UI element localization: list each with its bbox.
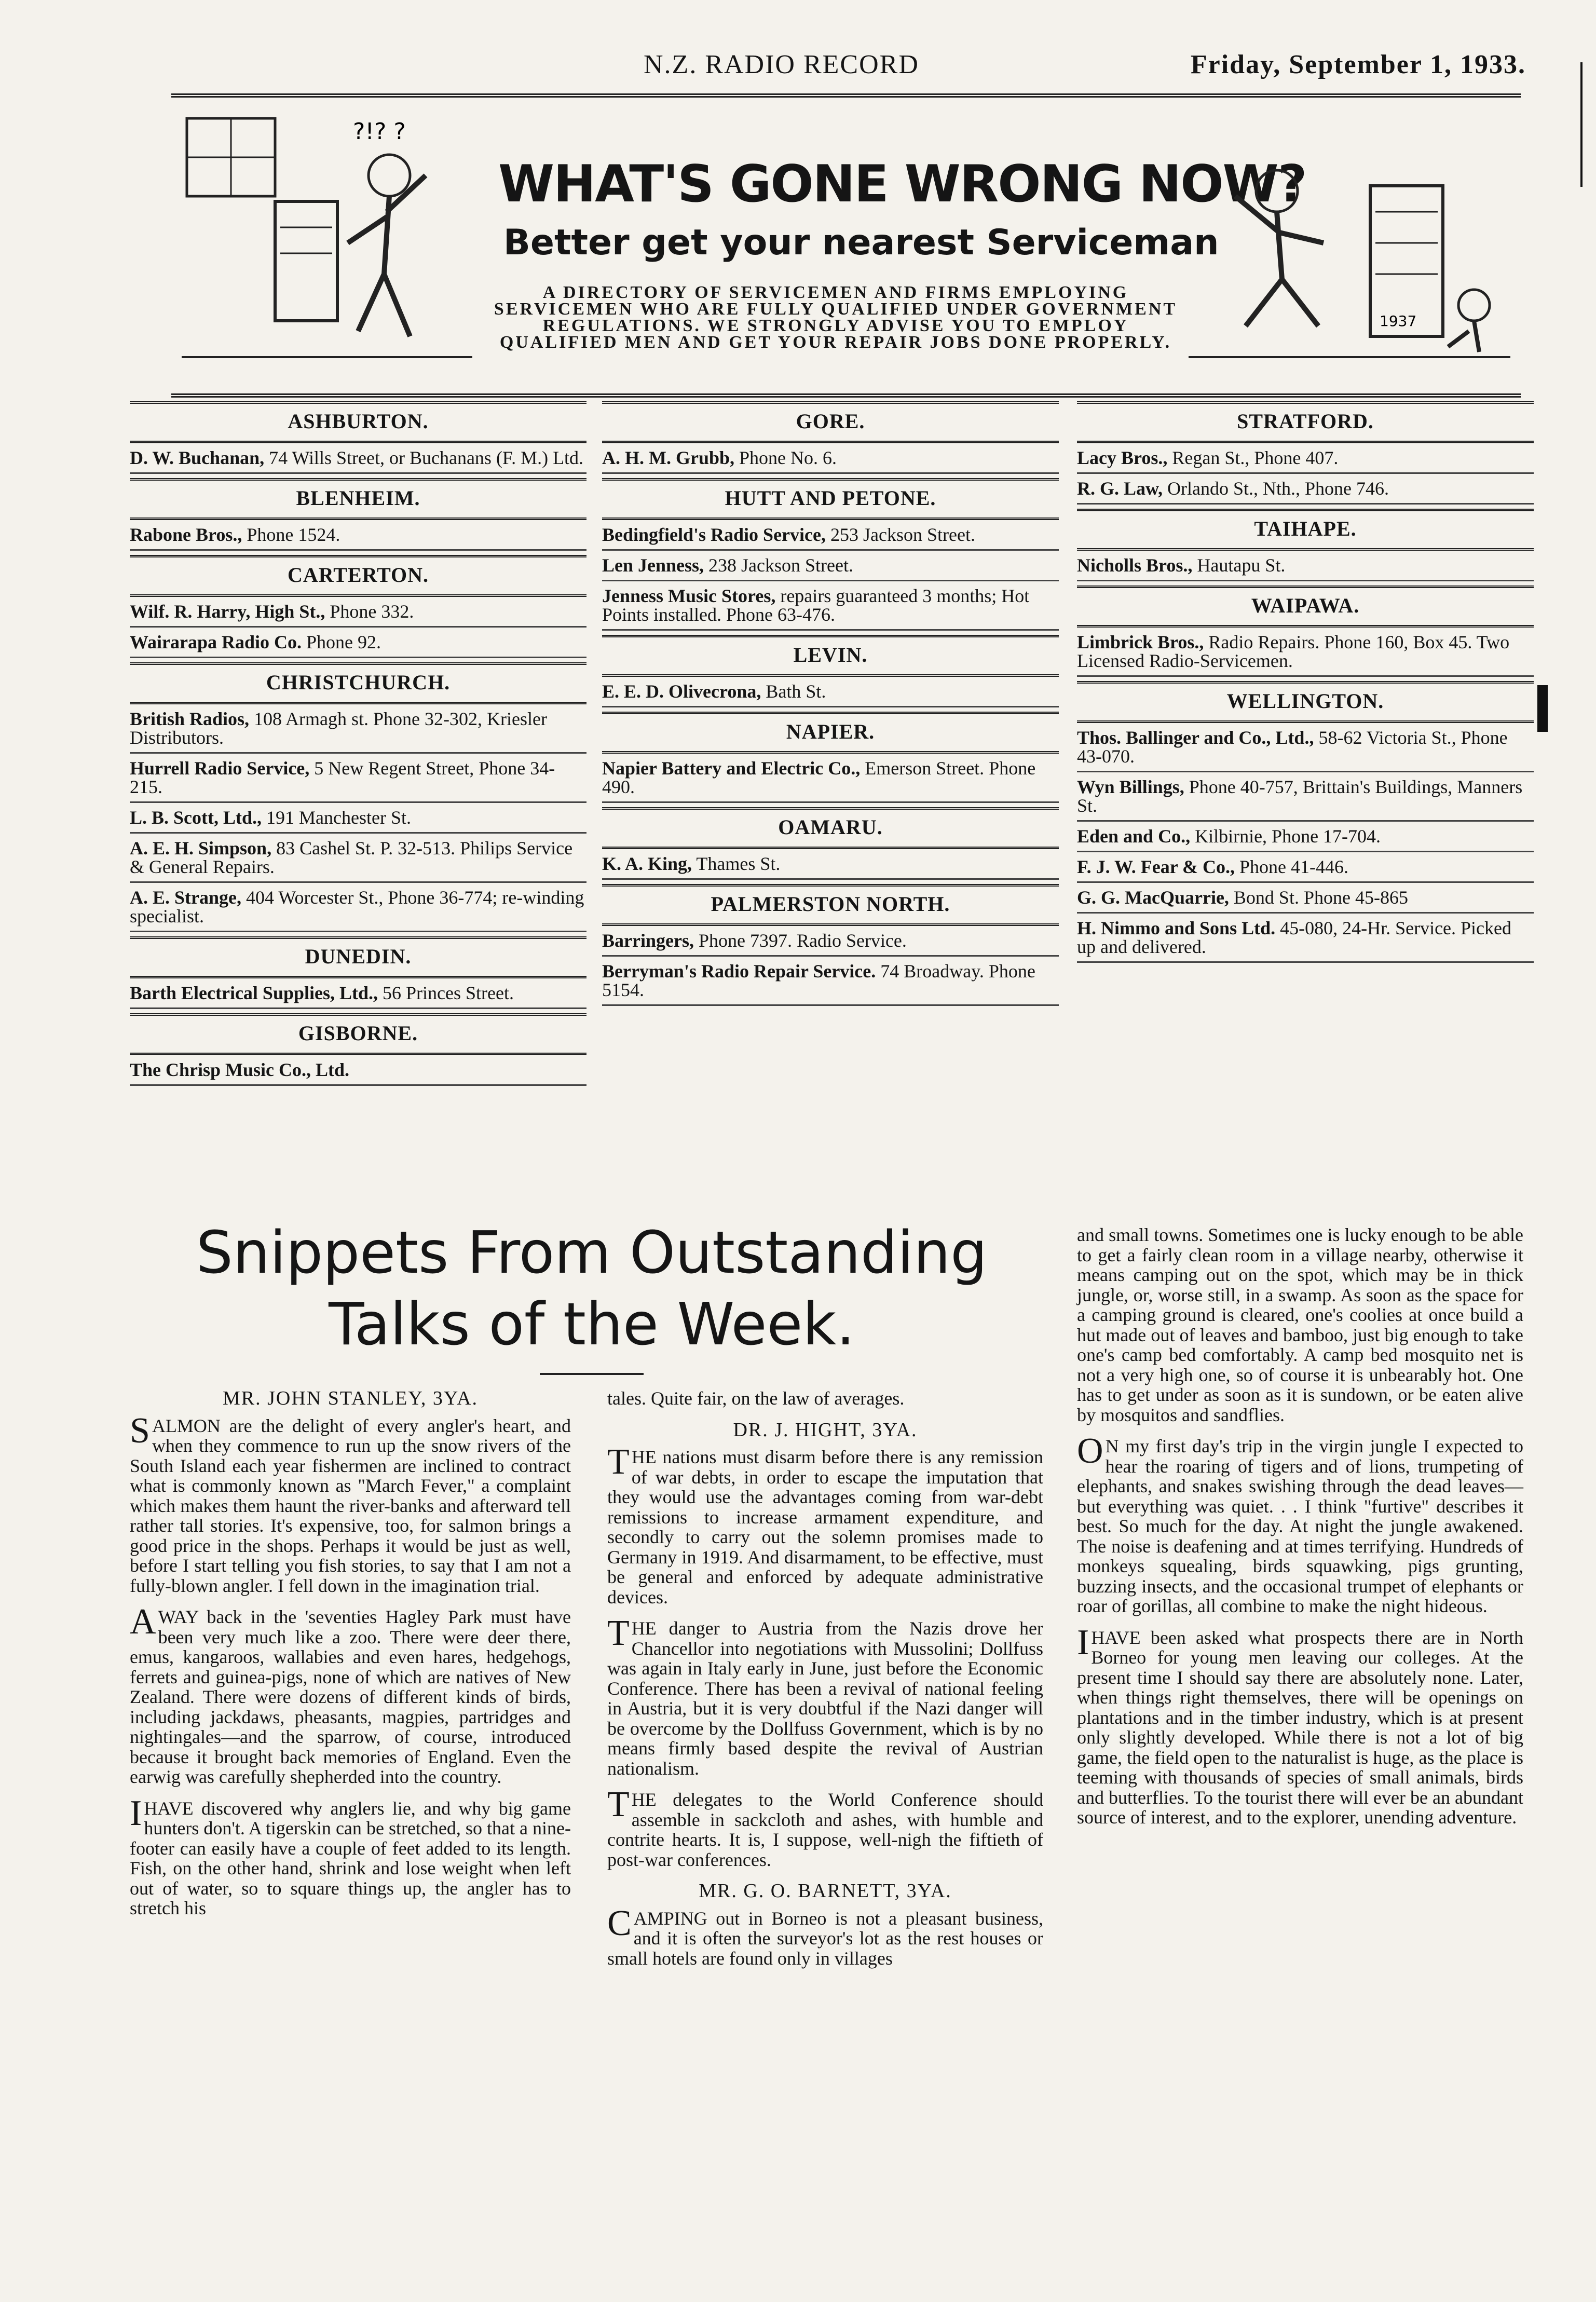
directory-entry — [130, 803, 586, 834]
directory-entry-detail: Phone 332. — [330, 601, 414, 622]
directory-entry-name: Wilf. R. Harry, High St., — [130, 601, 325, 622]
directory-entry-detail: 58-62 Victoria St., Phone 43-070. — [1077, 727, 1508, 767]
directory-entry — [130, 628, 586, 658]
drop-cap: T — [607, 1442, 630, 1482]
directory-entry-name: D. W. Buchanan, — [130, 447, 265, 468]
directory-city-heading: GISBORNE. — [130, 1013, 586, 1055]
directory-entry — [602, 443, 1059, 474]
directory-entry-detail: Emerson Street. Phone 490. — [602, 758, 1036, 797]
paragraph: THE delegates to the World Conference should assemble in sackcloth and ashes, with humble and contrite hearts. It is, I suppose, well-nigh the fiftieth of post-war conferences. — [607, 1785, 1043, 1870]
cartoon-left-illustration — [182, 108, 472, 367]
directory-entry-name: Rabone Bros., — [130, 524, 242, 545]
directory-entry — [602, 581, 1059, 631]
directory-entry-name: A. E. H. Simpson, — [130, 838, 272, 859]
directory-entry — [602, 754, 1059, 803]
directory-entry-detail: Orlando St., Nth., Phone 746. — [1167, 478, 1389, 499]
directory-city-heading: BLENHEIM. — [130, 478, 586, 520]
directory-city-heading: WELLINGTON. — [1077, 681, 1534, 723]
directory-city-heading: PALMERSTON NORTH. — [602, 884, 1059, 926]
title-divider — [540, 1373, 644, 1375]
directory-entry — [130, 520, 586, 551]
directory-entry-name: E. E. D. Olivecrona, — [602, 681, 761, 702]
directory-entry-detail: 45-080, 24-Hr. Service. Picked up and delivered. — [1077, 918, 1512, 957]
directory-city-heading: CARTERTON. — [130, 555, 586, 597]
directory-city-heading: NAPIER. — [602, 712, 1059, 754]
directory-entry — [130, 443, 586, 474]
directory-city-heading: DUNEDIN. — [130, 936, 586, 978]
paragraph: CAMPING out in Borneo is not a pleasant business, and it is often the surveyor's lot as the rest houses or small hotels are found only in villages — [607, 1903, 1043, 1969]
article-title-line-2: Talks of the Week. — [329, 1291, 855, 1358]
directory-entry-name: Berryman's Radio Repair Service. — [602, 961, 876, 982]
directory-city-heading: STRATFORD. — [1077, 401, 1534, 443]
banner-subhead: Better get your nearest Serviceman — [503, 222, 1219, 263]
directory-entry — [1077, 914, 1534, 963]
directory-entry-name: Jenness Music Stores, — [602, 585, 776, 606]
directory-entry-name: British Radios, — [130, 709, 250, 729]
directory-city-heading: HUTT AND PETONE. — [602, 478, 1059, 520]
directory-column-3 — [1077, 397, 1534, 963]
directory-entry-detail: 238 Jackson Street. — [708, 555, 853, 576]
directory-entry-name: Bedingfield's Radio Service, — [602, 524, 826, 545]
directory-entry — [1077, 883, 1534, 914]
directory-entry-name: Wairarapa Radio Co. — [130, 632, 302, 652]
directory-column-1 — [130, 397, 586, 1086]
paragraph: THE danger to Austria from the Nazis drove her Chancellor into negotiations with Mussolini; Dollfuss was again in Italy early in June, just before the Economic Conference. There has been a revival of national feeling in Austria, but it is very doubtful if the Nazi danger will be overcome by the Dollfuss Government, which is by no means firmly based despite the revival of Austrian nationalism. — [607, 1613, 1043, 1779]
directory-entry-name: The Chrisp Music Co., Ltd. — [130, 1059, 350, 1080]
article-title — [151, 1217, 1033, 1360]
scan-edge-mark — [1537, 685, 1548, 732]
drop-cap: T — [607, 1785, 630, 1824]
directory-entry-name: Barringers, — [602, 930, 694, 951]
speaker-heading: MR. G. O. BARNETT, 3YA. — [699, 1880, 952, 1902]
directory-entry-detail: Phone 41-446. — [1239, 856, 1349, 877]
directory-entry — [1077, 474, 1534, 505]
directory-entry-detail: 74 Broadway. Phone 5154. — [602, 961, 1035, 1000]
cartoon-right-illustration — [1189, 108, 1510, 367]
directory-entry-name: Napier Battery and Electric Co., — [602, 758, 861, 779]
directory-entry — [602, 677, 1059, 707]
directory-entry-name: Eden and Co., — [1077, 826, 1191, 847]
paragraph: O N my first day's trip in the virgin jungle I expected to hear the roaring of tigers and of lions, trumpeting of elephants, and snakes swishing through the dead leaves—but everything was quiet. . . I think "furtive" describes it best. So much for the day. At night the jungle awakened. The noise is deafening and at times terrifying. Hundreds of monkeys squealing, birds squawking, pigs grunting, buzzing insects, and the occasional trumpet of elephants or roar of gorillas, all combine to make the night hideous. — [1077, 1431, 1523, 1616]
directory-entry — [602, 926, 1059, 957]
directory-entry-detail: 191 Manchester St. — [266, 807, 411, 828]
directory-entry-name: R. G. Law, — [1077, 478, 1163, 499]
directory-entry — [1077, 852, 1534, 883]
directory-entry-detail: 404 Worcester St., Phone 36-774; re-winding specialist. — [130, 887, 584, 927]
drop-cap: T — [607, 1613, 630, 1653]
directory-entry — [1077, 822, 1534, 852]
directory-column-2 — [602, 397, 1059, 1006]
directory-entry — [130, 597, 586, 628]
directory-entry-detail: 56 Princes Street. — [383, 983, 514, 1003]
drop-cap: C — [607, 1903, 632, 1943]
directory-entry — [130, 1055, 586, 1086]
directory-entry-name: Len Jenness, — [602, 555, 704, 576]
directory-entry — [1077, 628, 1534, 677]
article-column-3 — [1077, 1225, 1523, 1839]
paragraph: AWAY back in the 'seventies Hagley Park must have been very much like a zoo. There were deer there, emus, kangaroos, wallabies and even hares, hedgehogs, ferrets and guinea-pigs, none of which are natives of New Zealand. There were dozens of different kinds of birds, including jackdaws, pheasants, magpies, partridges and nightingales—and the sparrow, of course, introduced because it brought back memories of England. Even the earwig was carefully shepherded into the country. — [130, 1602, 571, 1787]
directory-entry-detail: Kilbirnie, Phone 17-704. — [1195, 826, 1381, 847]
paragraph: IHAVE discovered why anglers lie, and why big game hunters don't. A tigerskin can be stretched, so that a nine-footer can easily have a couple of feet added to its length. Fish, on the other hand, shrink and lose weight when left out of water, so to square things up, the angler has to stretch his — [130, 1793, 571, 1918]
directory-entry-detail: Phone 92. — [306, 632, 381, 652]
directory-entry-detail: Hautapu St. — [1197, 555, 1286, 576]
directory-entry-detail: 74 Wills Street, or Buchanans (F. M.) Ltd. — [269, 447, 584, 468]
directory-entry-detail: 83 Cashel St. P. 32-513. Philips Service & General Repairs. — [130, 838, 573, 877]
directory-entry-detail: Phone 7397. Radio Service. — [698, 930, 907, 951]
directory-entry — [1077, 551, 1534, 581]
directory-entry-detail: 108 Armagh st. Phone 32-302, Kriesler Distributors. — [130, 709, 547, 748]
directory-entry-detail: 253 Jackson Street. — [830, 524, 975, 545]
paragraph: and small towns. Sometimes one is lucky enough to be able to get a fairly clean room in a village nearby, otherwise it means camping out on the spot, which may be in thick jungle, or, worse still, in a swamp. As soon as the space for a camping ground is cleared, one's coolies at once build a hut made out of leaves and bamboo, just big enough to take one's camp bed comfortably. A camp bed mosquito net is not a very high one, so of course it is unbearably hot. One has to get under as soon as it is sundown, or be eaten alive by mosquitos and sandflies. — [1077, 1224, 1523, 1425]
masthead — [644, 49, 1526, 91]
directory-entry-detail: Regan St., Phone 407. — [1172, 447, 1339, 468]
speaker-heading: MR. JOHN STANLEY, 3YA. — [222, 1387, 479, 1409]
directory-city-heading: GORE. — [602, 401, 1059, 443]
drop-cap: S — [130, 1410, 150, 1451]
drop-cap: A — [130, 1602, 156, 1642]
directory-entry-name: Barth Electrical Supplies, Ltd., — [130, 983, 378, 1003]
directory-city-heading: CHRISTCHURCH. — [130, 662, 586, 704]
paragraph: IHAVE been asked what prospects there are in North Borneo for young men leaving our colleges. At the present time I should say there are absolutely none. Later, when things right themselves, there will be openings on plantations and in the timber industry, which is at present only slightly developed. While there is not a lot of big game, the field open to the naturalist is huge, as the place is teeming with thousands of species of small animals, birds and butterflies. To the tourist there will ever be an abundant source of interest, and to the explorer, unending adventure. — [1077, 1622, 1523, 1828]
drop-cap: O — [1077, 1431, 1103, 1471]
directory-entry-name: L. B. Scott, Ltd., — [130, 807, 262, 828]
directory-entry — [1077, 772, 1534, 822]
directory-entry-name: F. J. W. Fear & Co., — [1077, 856, 1235, 877]
directory-entry-name: Lacy Bros., — [1077, 447, 1168, 468]
directory-entry-name: Thos. Ballinger and Co., Ltd., — [1077, 727, 1314, 748]
directory-entry — [602, 849, 1059, 880]
radio-cabinet-mark: 1937 — [1380, 312, 1417, 330]
directory-entry-detail: Radio Repairs. Phone 160, Box 45. Two Licensed Radio-Servicemen. — [1077, 632, 1510, 671]
directory-entry-name: G. G. MacQuarrie, — [1077, 887, 1229, 908]
article-column-1 — [130, 1388, 571, 1930]
directory-entry — [130, 704, 586, 754]
directory-entry — [1077, 443, 1534, 474]
directory-entry-name: A. E. Strange, — [130, 887, 241, 908]
directory-entry — [1077, 723, 1534, 772]
article-column-2 — [607, 1388, 1043, 1980]
directory-entry — [130, 883, 586, 932]
directory-city-heading: ASHBURTON. — [130, 401, 586, 443]
directory-entry — [602, 957, 1059, 1006]
drop-cap: I — [1077, 1622, 1089, 1663]
directory-entry-name: K. A. King, — [602, 853, 692, 874]
directory-entry-detail: 5 New Regent Street, Phone 34-215. — [130, 758, 555, 797]
directory-entry-name: Limbrick Bros., — [1077, 632, 1204, 652]
svg-text:?!? ?: ?!? ? — [353, 118, 406, 145]
issue-date: Friday, September 1, 1933. — [1190, 50, 1526, 79]
paragraph: THE nations must disarm before there is any remission of war debts, in order to escape the imputation that they would use the advantages coming from war-debt remissions to increase armament expenditure, and secondly to carry out the solemn promises made to Germany in 1919. And disarmament, to be effective, must be general and enforced by adequate administrative devices. — [607, 1442, 1043, 1608]
serviceman-banner — [171, 93, 1521, 398]
directory-entry-detail: Thames St. — [696, 853, 781, 874]
directory-entry-name: H. Nimmo and Sons Ltd. — [1077, 918, 1276, 938]
directory-entry — [130, 978, 586, 1009]
directory-city-heading: WAIPAWA. — [1077, 585, 1534, 628]
directory-entry-name: Hurrell Radio Service, — [130, 758, 310, 779]
scan-edge-mark — [1580, 62, 1583, 187]
banner-description: A DIRECTORY OF SERVICEMEN AND FIRMS EMPLOYING SERVICEMEN WHO ARE FULLY QUALIFIED UNDER GOVERNMENT REGULATIONS. WE STRONGLY ADVISE YOU TO EMPLOY QUALIFIED MEN AND GET YOUR REPAIR JOBS DONE PROPERLY. — [494, 283, 1178, 352]
directory-entry-name: Nicholls Bros., — [1077, 555, 1193, 576]
paragraph: SALMON are the delight of every angler's heart, and when they commence to run up the snow rivers of the South Island each year fishermen are inclined to contract what is commonly known as "March Fever," a complaint which makes them haunt the river-banks and afterward tell rather tall stories. It's expensive, too, for salmon brings a good price in the shops. Perhaps it would be just as well, before I start telling you fish stories, to say that I am not a fully-blown angler. I fell down in the imagination trial. — [130, 1410, 571, 1596]
directory-entry — [130, 834, 586, 883]
directory-city-heading: TAIHAPE. — [1077, 509, 1534, 551]
directory-entry-name: Wyn Billings, — [1077, 777, 1184, 797]
article-title-line-1: Snippets From Outstanding — [196, 1219, 988, 1287]
directory-entry-detail: repairs guaranteed 3 months; Hot Points installed. Phone 63-476. — [602, 585, 1030, 625]
directory-entry-detail: Phone No. 6. — [739, 447, 837, 468]
directory-city-heading: OAMARU. — [602, 807, 1059, 849]
directory-entry-detail: Bond St. Phone 45-865 — [1233, 887, 1408, 908]
directory-entry-name: A. H. M. Grubb, — [602, 447, 735, 468]
banner-headline: WHAT'S GONE WRONG NOW? — [498, 155, 1306, 214]
directory-entry-detail: Phone 40-757, Brittain's Buildings, Manners St. — [1077, 777, 1523, 816]
paragraph: tales. Quite fair, on the law of averages. — [607, 1388, 905, 1409]
directory-entry — [130, 754, 586, 803]
directory-entry — [602, 520, 1059, 551]
drop-cap: I — [130, 1793, 142, 1833]
directory-city-heading: LEVIN. — [602, 635, 1059, 677]
directory-entry-detail: Bath St. — [766, 681, 826, 702]
publication-name: N.Z. RADIO RECORD — [644, 50, 919, 79]
speaker-heading: DR. J. HIGHT, 3YA. — [733, 1419, 918, 1441]
directory-entry — [602, 551, 1059, 581]
directory-entry-detail: Phone 1524. — [247, 524, 340, 545]
